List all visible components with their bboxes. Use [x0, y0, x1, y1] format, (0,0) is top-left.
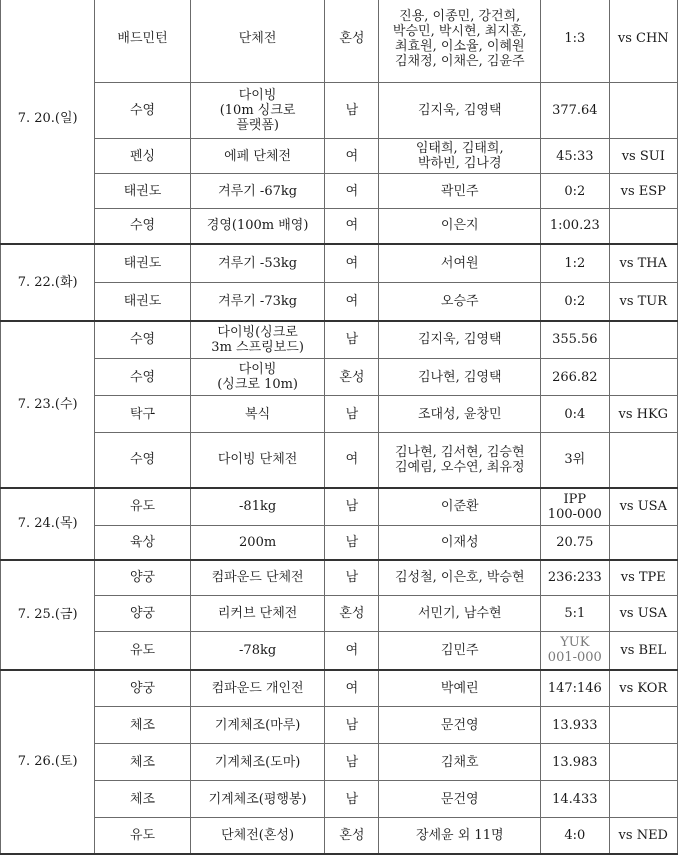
result-cell: 4:0	[541, 818, 609, 854]
sport-cell: 체조	[95, 781, 190, 818]
gender-cell: 남	[325, 781, 379, 818]
result-cell: 266.82	[541, 359, 609, 396]
event-cell: 겨루기 -53kg	[190, 244, 325, 283]
date-cell: 7. 26.(토)	[1, 670, 95, 854]
result-cell: 0:4	[541, 396, 609, 433]
sport-cell: 배드민턴	[95, 0, 190, 83]
event-cell: 기계체조(도마)	[190, 744, 325, 781]
sport-cell: 체조	[95, 707, 190, 744]
opponent-cell	[609, 83, 677, 139]
sport-cell: 탁구	[95, 396, 190, 433]
gender-cell: 여	[325, 209, 379, 244]
gender-cell: 남	[325, 526, 379, 560]
result-cell: 3위	[541, 433, 609, 488]
table-row	[1, 488, 678, 526]
athletes-cell: 김나현, 김영택	[379, 359, 541, 396]
athletes-cell: 조대성, 윤창민	[379, 396, 541, 433]
sport-cell: 수영	[95, 433, 190, 488]
sport-cell: 수영	[95, 209, 190, 244]
athletes-cell: 진용, 이종민, 강건희, 박승민, 박시현, 최지훈, 최효원, 이소율, 이혜원 김채정, 이채은, 김윤주	[379, 0, 541, 83]
event-cell: 다이빙 (싱크로 10m)	[190, 359, 325, 396]
table-row	[1, 396, 678, 433]
athletes-cell: 서여원	[379, 244, 541, 283]
sport-cell: 태권도	[95, 174, 190, 209]
result-cell: 147:146	[541, 670, 609, 707]
sport-cell: 수영	[95, 321, 190, 359]
gender-cell: 혼성	[325, 818, 379, 854]
opponent-cell	[609, 707, 677, 744]
sport-cell: 양궁	[95, 560, 190, 596]
gender-cell: 여	[325, 433, 379, 488]
gender-cell: 혼성	[325, 596, 379, 632]
athletes-cell: 김나현, 김서현, 김승현 김예림, 오수연, 최유정	[379, 433, 541, 488]
athletes-cell: 곽민주	[379, 174, 541, 209]
table-row	[1, 818, 678, 854]
opponent-cell	[609, 744, 677, 781]
event-cell: 200m	[190, 526, 325, 560]
sport-cell: 체조	[95, 744, 190, 781]
table-row	[1, 596, 678, 632]
gender-cell: 여	[325, 139, 379, 174]
result-cell: 1:3	[541, 0, 609, 83]
table-row	[1, 560, 678, 596]
result-cell: 45:33	[541, 139, 609, 174]
opponent-cell: vs NED	[609, 818, 677, 854]
opponent-cell: vs SUI	[609, 139, 677, 174]
sport-cell: 수영	[95, 359, 190, 396]
result-cell: 13.983	[541, 744, 609, 781]
athletes-cell: 서민기, 남수현	[379, 596, 541, 632]
opponent-cell	[609, 433, 677, 488]
table-row	[1, 526, 678, 560]
athletes-cell: 김성철, 이은호, 박승현	[379, 560, 541, 596]
result-cell: 236:233	[541, 560, 609, 596]
table-row	[1, 283, 678, 321]
result-cell: IPP 100-000	[541, 488, 609, 526]
table-row	[1, 781, 678, 818]
table-row	[1, 359, 678, 396]
gender-cell: 혼성	[325, 0, 379, 83]
sport-cell: 양궁	[95, 670, 190, 707]
event-cell: 다이빙(싱크로 3m 스프링보드)	[190, 321, 325, 359]
opponent-cell: vs ESP	[609, 174, 677, 209]
table-row	[1, 0, 678, 83]
result-cell: 355.56	[541, 321, 609, 359]
athletes-cell: 장세윤 외 11명	[379, 818, 541, 854]
opponent-cell: vs BEL	[609, 632, 677, 670]
event-cell: 컴파운드 단체전	[190, 560, 325, 596]
date-cell: 7. 22.(화)	[1, 244, 95, 321]
sport-cell: 유도	[95, 632, 190, 670]
table-row	[1, 433, 678, 488]
event-cell: 복식	[190, 396, 325, 433]
opponent-cell: vs TUR	[609, 283, 677, 321]
table-row	[1, 174, 678, 209]
gender-cell: 남	[325, 707, 379, 744]
result-cell: 1:00.23	[541, 209, 609, 244]
sport-cell: 육상	[95, 526, 190, 560]
athletes-cell: 오승주	[379, 283, 541, 321]
event-cell: 다이빙 단체전	[190, 433, 325, 488]
result-cell: 377.64	[541, 83, 609, 139]
opponent-cell	[609, 359, 677, 396]
result-cell: 5:1	[541, 596, 609, 632]
table-row	[1, 139, 678, 174]
event-cell: 경영(100m 배영)	[190, 209, 325, 244]
table-row	[1, 83, 678, 139]
event-cell: 단체전(혼성)	[190, 818, 325, 854]
table-row	[1, 321, 678, 359]
date-cell: 7. 24.(목)	[1, 488, 95, 560]
athletes-cell: 김지욱, 김영택	[379, 83, 541, 139]
table-row	[1, 632, 678, 670]
opponent-cell: vs USA	[609, 488, 677, 526]
result-cell: 0:2	[541, 174, 609, 209]
result-cell: 0:2	[541, 283, 609, 321]
opponent-cell: vs KOR	[609, 670, 677, 707]
athletes-cell: 문건영	[379, 781, 541, 818]
event-cell: -81kg	[190, 488, 325, 526]
opponent-cell	[609, 321, 677, 359]
gender-cell: 남	[325, 744, 379, 781]
gender-cell: 여	[325, 244, 379, 283]
gender-cell: 여	[325, 283, 379, 321]
opponent-cell: vs USA	[609, 596, 677, 632]
event-cell: 기계체조(마루)	[190, 707, 325, 744]
date-cell: 7. 20.(일)	[1, 0, 95, 244]
event-cell: 리커브 단체전	[190, 596, 325, 632]
gender-cell: 남	[325, 560, 379, 596]
result-cell: 20.75	[541, 526, 609, 560]
sport-cell: 태권도	[95, 283, 190, 321]
opponent-cell	[609, 209, 677, 244]
gender-cell: 여	[325, 632, 379, 670]
gender-cell: 여	[325, 174, 379, 209]
athletes-cell: 이준환	[379, 488, 541, 526]
event-cell: -78kg	[190, 632, 325, 670]
date-cell: 7. 25.(금)	[1, 560, 95, 670]
athletes-cell: 이은지	[379, 209, 541, 244]
event-cell: 에페 단체전	[190, 139, 325, 174]
event-cell: 다이빙 (10m 싱크로 플랫폼)	[190, 83, 325, 139]
opponent-cell: vs TPE	[609, 560, 677, 596]
athletes-cell: 김지욱, 김영택	[379, 321, 541, 359]
sport-cell: 유도	[95, 488, 190, 526]
opponent-cell: vs CHN	[609, 0, 677, 83]
sport-cell: 태권도	[95, 244, 190, 283]
event-cell: 겨루기 -73kg	[190, 283, 325, 321]
athletes-cell: 김채호	[379, 744, 541, 781]
opponent-cell: vs HKG	[609, 396, 677, 433]
event-cell: 겨루기 -67kg	[190, 174, 325, 209]
athletes-cell: 문건영	[379, 707, 541, 744]
gender-cell: 혼성	[325, 359, 379, 396]
sport-cell: 유도	[95, 818, 190, 854]
result-cell: 1:2	[541, 244, 609, 283]
event-cell: 컴파운드 개인전	[190, 670, 325, 707]
opponent-cell: vs THA	[609, 244, 677, 283]
table-row	[1, 244, 678, 283]
table-row	[1, 707, 678, 744]
opponent-cell	[609, 781, 677, 818]
athletes-cell: 박예린	[379, 670, 541, 707]
athletes-cell: 김민주	[379, 632, 541, 670]
gender-cell: 남	[325, 321, 379, 359]
gender-cell: 여	[325, 670, 379, 707]
gender-cell: 남	[325, 488, 379, 526]
result-cell: YUK 001-000	[541, 632, 609, 670]
gender-cell: 남	[325, 83, 379, 139]
opponent-cell	[609, 526, 677, 560]
result-cell: 14.433	[541, 781, 609, 818]
table-row	[1, 744, 678, 781]
result-cell: 13.933	[541, 707, 609, 744]
athletes-cell: 임태희, 김태희, 박하빈, 김나경	[379, 139, 541, 174]
athletes-cell: 이재성	[379, 526, 541, 560]
event-cell: 기계체조(평행봉)	[190, 781, 325, 818]
sport-cell: 양궁	[95, 596, 190, 632]
date-cell: 7. 23.(수)	[1, 321, 95, 488]
event-cell: 단체전	[190, 0, 325, 83]
table-row	[1, 670, 678, 707]
sport-cell: 펜싱	[95, 139, 190, 174]
table-row	[1, 209, 678, 244]
sport-cell: 수영	[95, 83, 190, 139]
gender-cell: 남	[325, 396, 379, 433]
